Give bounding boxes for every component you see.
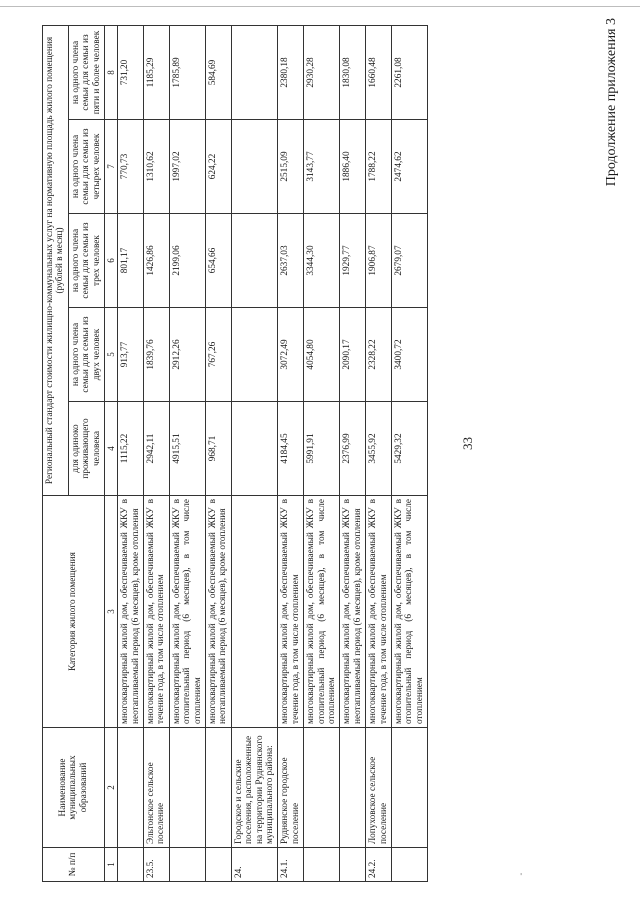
row-value-5: 584,69 xyxy=(205,25,231,119)
table-row xyxy=(340,25,366,881)
row-value-5: 1785,89 xyxy=(169,25,205,119)
row-value-4 xyxy=(231,120,278,214)
header-num: № п/п xyxy=(43,848,105,882)
row-value-1: 3455,92 xyxy=(366,402,392,496)
row-category xyxy=(231,496,278,728)
row-value-4: 1788,22 xyxy=(366,120,392,214)
row-value-3: 801,17 xyxy=(118,214,144,308)
table-row xyxy=(169,25,205,881)
header-value-5: на одного члена семьи для семьи из пяти и более человек xyxy=(68,25,104,119)
row-category: многоквартирный жилой дом, обеспечиваемый ЖКУ в течение года, в том числе отоплением xyxy=(366,496,392,728)
row-num xyxy=(304,848,340,882)
row-num xyxy=(340,848,366,882)
column-index: 2 xyxy=(105,728,118,848)
row-value-2: 2912,26 xyxy=(169,308,205,402)
row-value-3 xyxy=(231,214,278,308)
row-category: многоквартирный жилой дом, обеспечиваемый ЖКУ в отопительный период (6 месяцев), в том числе отоплением xyxy=(392,496,428,728)
row-category: многоквартирный жилой дом, обеспечиваемый ЖКУ в течение года, в том числе отоплением xyxy=(143,496,169,728)
continuation-title: Продолжение приложения 3 xyxy=(604,18,619,187)
row-category: многоквартирный жилой дом, обеспечиваемый ЖКУ в неотапливаемый период (6 месяцев), кроме отопления xyxy=(340,496,366,728)
row-value-3: 1426,86 xyxy=(143,214,169,308)
table-row xyxy=(392,25,428,881)
column-index: 1 xyxy=(105,848,118,882)
row-value-5: 2380,18 xyxy=(278,25,304,119)
row-value-5 xyxy=(231,25,278,119)
table-row xyxy=(304,25,340,881)
header-value-2: на одного члена семьи для семьи из двух человек xyxy=(68,308,104,402)
row-value-2: 2090,17 xyxy=(340,308,366,402)
row-num xyxy=(205,848,231,882)
row-value-2: 767,26 xyxy=(205,308,231,402)
row-value-1: 2376,99 xyxy=(340,402,366,496)
row-value-5: 1660,48 xyxy=(366,25,392,119)
row-value-3: 654,66 xyxy=(205,214,231,308)
row-municipality xyxy=(205,728,231,848)
scan-mark: ' xyxy=(520,872,523,881)
header-value-3: на одного члена семьи для семьи из трех человек xyxy=(68,214,104,308)
row-municipality xyxy=(118,728,144,848)
scan-top-edge xyxy=(0,6,640,7)
table-row xyxy=(205,25,231,881)
row-num: 24. xyxy=(231,848,278,882)
row-value-3: 2199,06 xyxy=(169,214,205,308)
row-value-5: 731,20 xyxy=(118,25,144,119)
column-index-row xyxy=(105,25,118,881)
row-value-4: 624,22 xyxy=(205,120,231,214)
housing-standard-table xyxy=(42,25,428,882)
row-num: 24.2. xyxy=(366,848,392,882)
row-value-2: 2328,22 xyxy=(366,308,392,402)
rotated-page xyxy=(12,10,632,890)
row-value-5: 2261,08 xyxy=(392,25,428,119)
row-value-2 xyxy=(231,308,278,402)
row-value-2: 1839,76 xyxy=(143,308,169,402)
row-value-2: 4054,80 xyxy=(304,308,340,402)
row-value-4: 770,73 xyxy=(118,120,144,214)
row-category: многоквартирный жилой дом, обеспечиваемый ЖКУ в отопительный период (6 месяцев), в том числе отоплением xyxy=(304,496,340,728)
row-municipality xyxy=(304,728,340,848)
row-category: многоквартирный жилой дом, обеспечиваемый ЖКУ в неотапливаемый период (6 месяцев), кроме отопления xyxy=(205,496,231,728)
column-index: 8 xyxy=(105,25,118,119)
row-value-5: 2930,28 xyxy=(304,25,340,119)
row-num: 24.1. xyxy=(278,848,304,882)
header-name: Наименование муниципальных образований xyxy=(43,728,105,848)
column-index: 7 xyxy=(105,120,118,214)
row-value-1: 1115,22 xyxy=(118,402,144,496)
column-index: 3 xyxy=(105,496,118,728)
row-value-1: 5991,91 xyxy=(304,402,340,496)
row-value-1 xyxy=(231,402,278,496)
row-municipality xyxy=(392,728,428,848)
column-index: 5 xyxy=(105,308,118,402)
header-category: Категория жилого помещения xyxy=(43,496,105,728)
row-value-3: 2679,07 xyxy=(392,214,428,308)
table-row xyxy=(118,25,144,881)
row-value-3: 3344,30 xyxy=(304,214,340,308)
row-municipality: Городское и сельские поселения, расположенные на территории Руднянского муниципального района: xyxy=(231,728,278,848)
row-num: 23.5. xyxy=(143,848,169,882)
column-index: 6 xyxy=(105,214,118,308)
header-value-4: на одного члена семьи для семьи из четырех человек xyxy=(68,120,104,214)
row-value-5: 1830,08 xyxy=(340,25,366,119)
row-value-1: 2942,11 xyxy=(143,402,169,496)
row-num xyxy=(392,848,428,882)
row-category: многоквартирный жилой дом, обеспечиваемый ЖКУ в неотапливаемый период (6 месяцев), кроме отопления xyxy=(118,496,144,728)
row-value-1: 5429,32 xyxy=(392,402,428,496)
row-value-1: 968,71 xyxy=(205,402,231,496)
row-value-5: 1185,29 xyxy=(143,25,169,119)
row-municipality: Руднянское городское поселение xyxy=(278,728,304,848)
table-row xyxy=(231,25,278,881)
header-standard-group: Региональный стандарт стоимости жилищно-коммунальных услуг на нормативную площадь жилого помещения (рублей в месяц) xyxy=(43,25,69,495)
row-value-3: 1906,87 xyxy=(366,214,392,308)
page-number: 33 xyxy=(460,437,475,450)
row-value-2: 3072,49 xyxy=(278,308,304,402)
header-value-1: для одиноко проживающего человека xyxy=(68,402,104,496)
row-category: многоквартирный жилой дом, обеспечиваемый ЖКУ в течение года, в том числе отоплением xyxy=(278,496,304,728)
row-value-4: 2474,62 xyxy=(392,120,428,214)
row-num xyxy=(169,848,205,882)
column-index: 4 xyxy=(105,402,118,496)
row-category: многоквартирный жилой дом, обеспечиваемый ЖКУ в отопительный период (6 месяцев), в том числе отоплением xyxy=(169,496,205,728)
row-value-4: 1886,40 xyxy=(340,120,366,214)
table-row xyxy=(278,25,304,881)
row-municipality xyxy=(169,728,205,848)
row-municipality: Эльтонское сельское поселение xyxy=(143,728,169,848)
row-value-4: 1310,62 xyxy=(143,120,169,214)
row-municipality xyxy=(340,728,366,848)
row-num xyxy=(118,848,144,882)
table-row xyxy=(366,25,392,881)
row-value-3: 1929,77 xyxy=(340,214,366,308)
row-value-1: 4184,45 xyxy=(278,402,304,496)
table-row xyxy=(143,25,169,881)
row-value-4: 1997,02 xyxy=(169,120,205,214)
row-value-1: 4915,51 xyxy=(169,402,205,496)
row-value-2: 913,77 xyxy=(118,308,144,402)
row-municipality: Лопуховское сельское поселение xyxy=(366,728,392,848)
row-value-2: 3400,72 xyxy=(392,308,428,402)
row-value-4: 2515,09 xyxy=(278,120,304,214)
row-value-4: 3143,77 xyxy=(304,120,340,214)
row-value-3: 2637,03 xyxy=(278,214,304,308)
